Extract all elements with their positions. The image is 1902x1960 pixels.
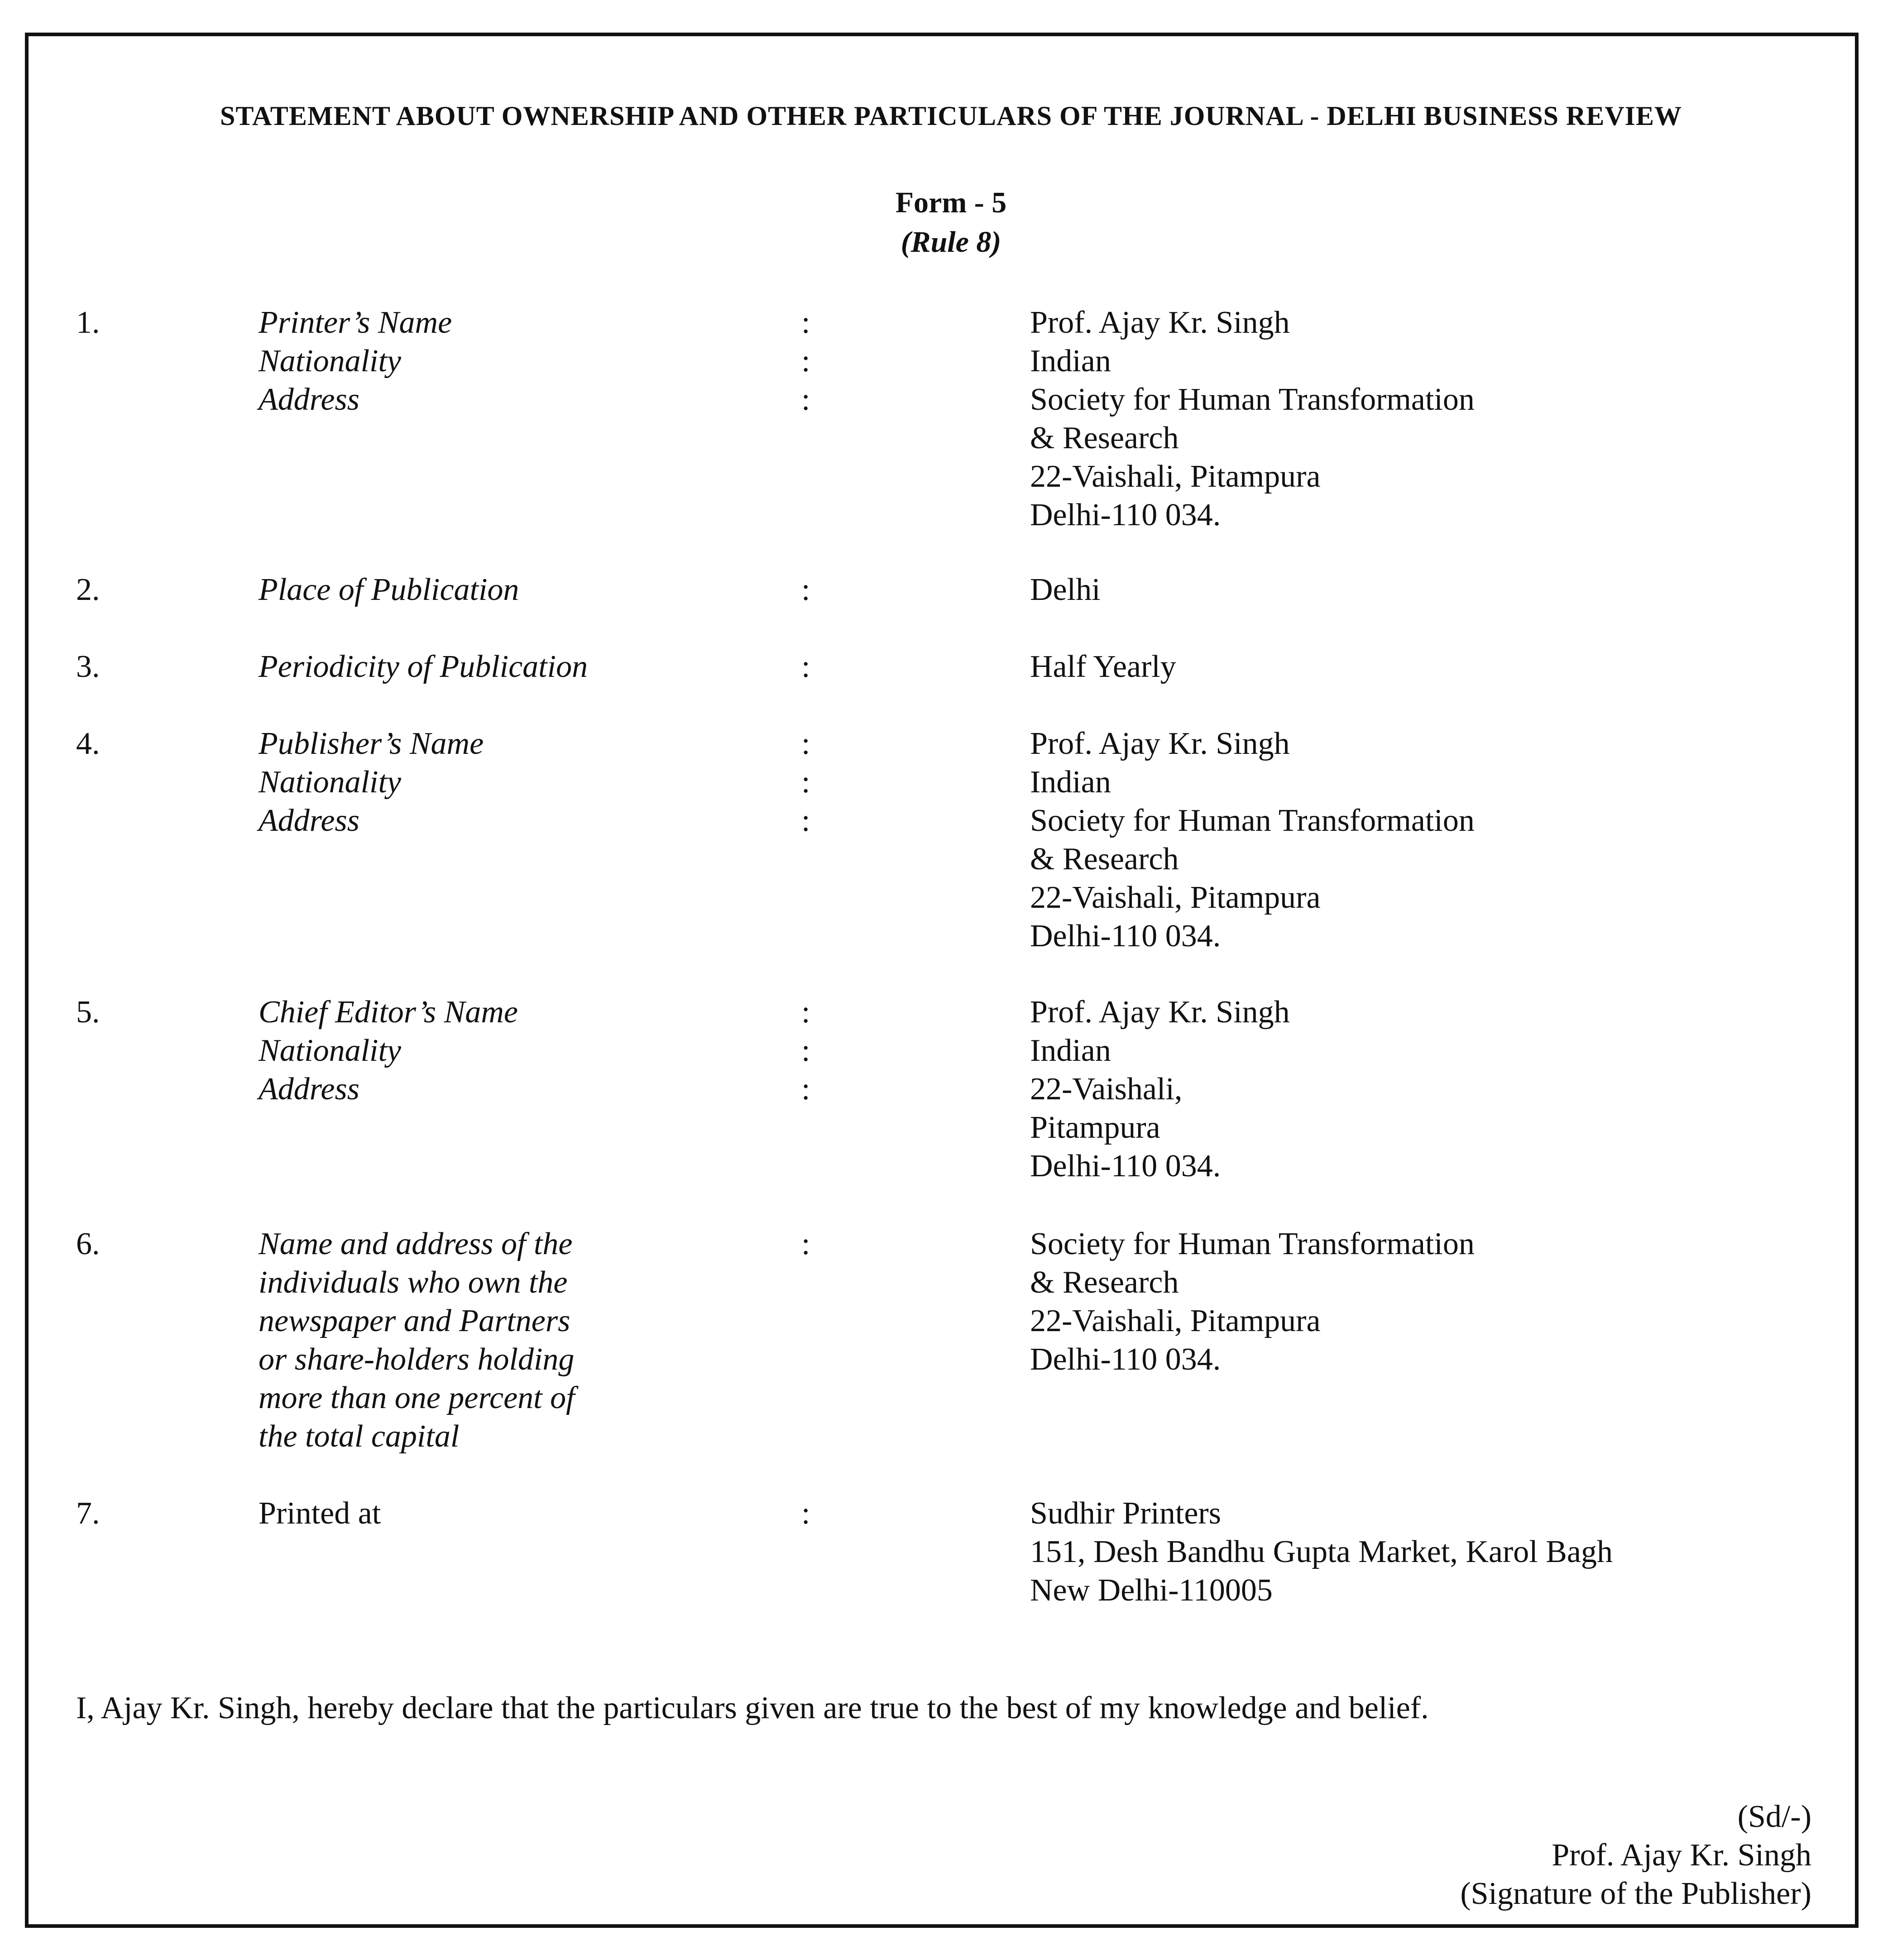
- value-line: 22-Vaishali, Pitampura: [1030, 880, 1321, 915]
- entry-number: 7.: [76, 1496, 100, 1531]
- value-line: Delhi-110 034.: [1030, 498, 1221, 532]
- entry-values: [1030, 1494, 1845, 1610]
- separator-column: [801, 647, 819, 686]
- entry-labels: [259, 570, 779, 609]
- value-line: Delhi-110 034.: [1030, 1149, 1221, 1184]
- separator-column: [801, 303, 819, 419]
- signature-sd: (Sd/-): [1737, 1799, 1811, 1834]
- label-owners-line: Name and address of the: [259, 1227, 573, 1261]
- entry-values: [1030, 993, 1845, 1185]
- separator-colon: :: [801, 382, 810, 417]
- label-printed-at: Printed at: [259, 1496, 381, 1531]
- label-address: Address: [259, 382, 359, 417]
- label-nationality: Nationality: [259, 765, 401, 800]
- value-line: Society for Human Transformation: [1030, 382, 1475, 417]
- value-line: New Delhi-110005: [1030, 1573, 1273, 1608]
- signature-name: Prof. Ajay Kr. Singh: [1552, 1838, 1811, 1873]
- label-periodicity: Periodicity of Publication: [259, 649, 588, 684]
- separator-colon: :: [801, 649, 810, 684]
- separator-colon: :: [801, 765, 810, 800]
- entry-values: [1030, 724, 1845, 955]
- label-owners-line: more than one percent of: [259, 1380, 575, 1415]
- entry-labels: [259, 1225, 779, 1456]
- separator-colon: :: [801, 572, 810, 607]
- label-owners-line: individuals who own the: [259, 1265, 568, 1300]
- entry-labels: [259, 724, 779, 840]
- separator-column: [801, 1225, 819, 1263]
- entry-number: 1.: [76, 305, 100, 340]
- value-line: Prof. Ajay Kr. Singh: [1030, 305, 1290, 340]
- value-line: Indian: [1030, 1033, 1111, 1068]
- entry-values: [1030, 570, 1845, 609]
- entry-values: [1030, 647, 1845, 686]
- entry-values: [1030, 1225, 1845, 1379]
- value-line: Delhi-110 034.: [1030, 919, 1221, 954]
- value-line: & Research: [1030, 842, 1179, 877]
- separator-colon: :: [801, 1072, 810, 1107]
- separator-colon: :: [801, 995, 810, 1030]
- label-chief-editors-name: Chief Editor’s Name: [259, 995, 518, 1030]
- value-line: 151, Desh Bandhu Gupta Market, Karol Bagh: [1030, 1534, 1613, 1569]
- separator-colon: :: [801, 1496, 810, 1531]
- separator-colon: :: [801, 1033, 810, 1068]
- value-line: Society for Human Transformation: [1030, 803, 1475, 838]
- value-line: & Research: [1030, 421, 1179, 455]
- signature-role: (Signature of the Publisher): [1460, 1876, 1811, 1911]
- value-line: 22-Vaishali,: [1030, 1072, 1183, 1107]
- value-line: 22-Vaishali, Pitampura: [1030, 1303, 1321, 1338]
- entry-labels: [259, 993, 779, 1108]
- label-address: Address: [259, 803, 359, 838]
- entry-values: [1030, 303, 1845, 534]
- separator-colon: :: [801, 803, 810, 838]
- label-owners-line: newspaper and Partners: [259, 1303, 570, 1338]
- value-line: Sudhir Printers: [1030, 1496, 1221, 1531]
- separator-column: [801, 993, 819, 1108]
- separator-colon: :: [801, 344, 810, 379]
- separator-colon: :: [801, 1227, 810, 1261]
- separator-colon: :: [801, 726, 810, 761]
- signature-block: [1460, 1797, 1811, 1913]
- entry-number: 4.: [76, 726, 100, 761]
- label-printers-name: Printer’s Name: [259, 305, 452, 340]
- separator-column: [801, 1494, 819, 1533]
- value-line: Prof. Ajay Kr. Singh: [1030, 726, 1290, 761]
- form-number: Form - 5: [895, 186, 1007, 219]
- label-place-of-publication: Place of Publication: [259, 572, 519, 607]
- label-nationality: Nationality: [259, 344, 401, 379]
- value-line: Half Yearly: [1030, 649, 1176, 684]
- label-owners-line: or share-holders holding: [259, 1342, 575, 1377]
- entry-labels: [259, 303, 779, 419]
- entry-number: 6.: [76, 1227, 100, 1261]
- value-line: Pitampura: [1030, 1110, 1160, 1145]
- value-line: & Research: [1030, 1265, 1179, 1300]
- separator-colon: :: [801, 305, 810, 340]
- label-owners-line: the total capital: [259, 1419, 460, 1454]
- entry-labels: [259, 647, 779, 686]
- rule-reference: (Rule 8): [901, 225, 1001, 259]
- entry-number: 3.: [76, 649, 100, 684]
- label-nationality: Nationality: [259, 1033, 401, 1068]
- entry-number: 5.: [76, 995, 100, 1030]
- value-line: Delhi-110 034.: [1030, 1342, 1221, 1377]
- value-line: Prof. Ajay Kr. Singh: [1030, 995, 1290, 1030]
- value-line: Indian: [1030, 344, 1111, 379]
- value-line: Indian: [1030, 765, 1111, 800]
- value-line: 22-Vaishali, Pitampura: [1030, 459, 1321, 494]
- label-address: Address: [259, 1072, 359, 1107]
- separator-column: [801, 724, 819, 840]
- value-line: Society for Human Transformation: [1030, 1227, 1475, 1261]
- separator-column: [801, 570, 819, 609]
- entry-labels: [259, 1494, 779, 1533]
- declaration-text: I, Ajay Kr. Singh, hereby declare that the particulars given are true to the best of my knowledge and belief.: [76, 1691, 1429, 1725]
- entry-number: 2.: [76, 572, 100, 607]
- value-line: Delhi: [1030, 572, 1101, 607]
- label-publishers-name: Publisher’s Name: [259, 726, 484, 761]
- document-title: STATEMENT ABOUT OWNERSHIP AND OTHER PARTICULARS OF THE JOURNAL - DELHI BUSINESS REVIEW: [220, 101, 1682, 131]
